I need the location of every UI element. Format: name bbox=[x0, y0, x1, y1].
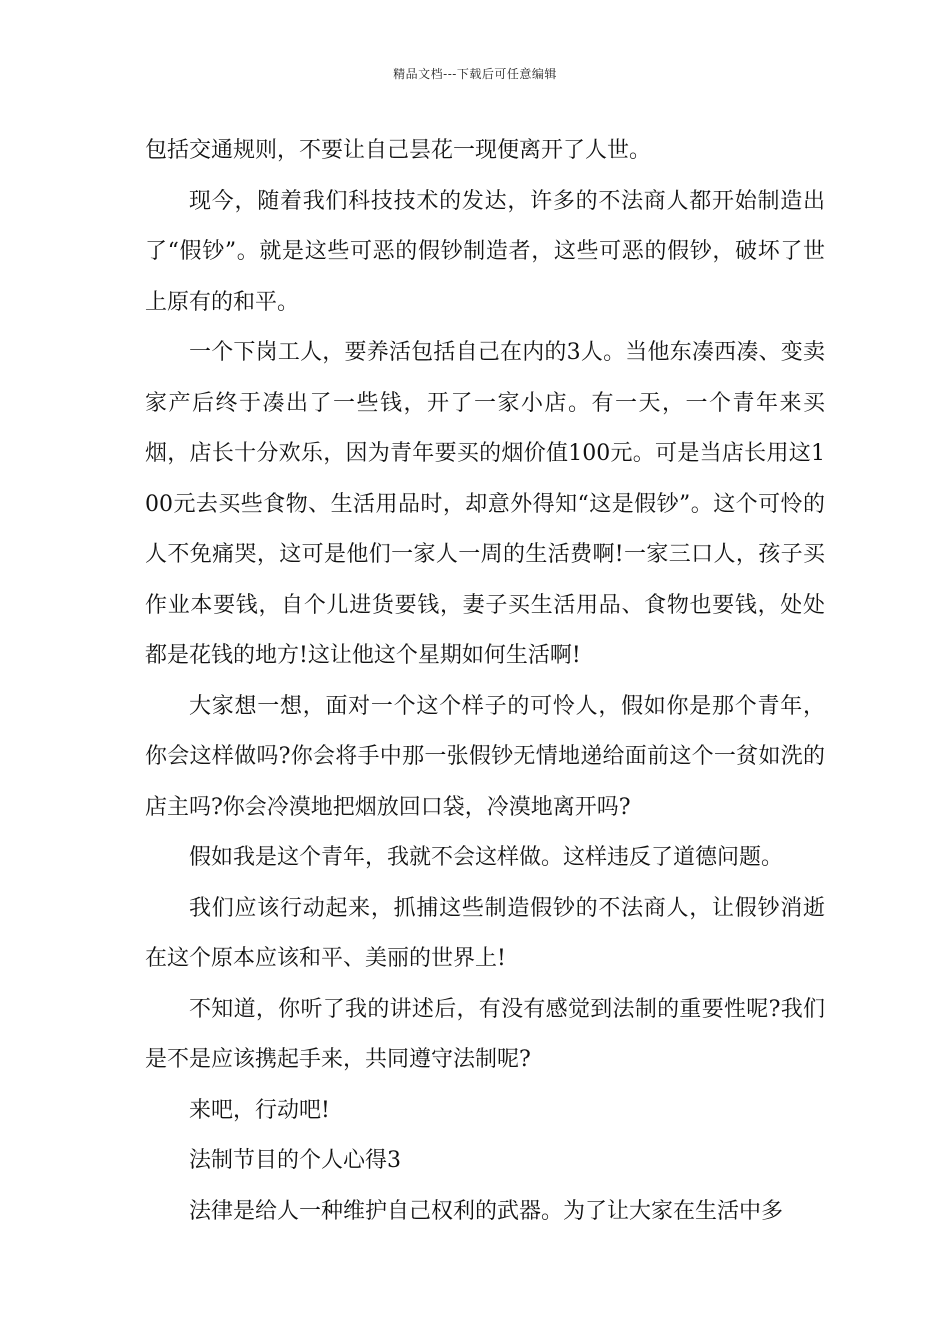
paragraph-5: 假如我是这个青年，我就不会这样做。这样违反了道德问题。 bbox=[189, 845, 784, 870]
paragraph-2: 现今，随着我们科技技术的发达，许多的不法商人都开始制造出了“假钞”。就是这些可恶的假钞制造者，这些可恶的假钞，破坏了世上原有的和平。 bbox=[145, 188, 825, 315]
document-body bbox=[145, 126, 825, 1237]
paragraph-7: 不知道，你听了我的讲述后，有没有感觉到法制的重要性呢?我们是不是应该携起手来，共同遵守法制呢? bbox=[145, 996, 825, 1072]
paragraph-3: 一个下岗工人，要养活包括自己在内的3人。当他东凑西凑、变卖家产后终于凑出了一些钱，开了一家小店。有一天，一个青年来买烟，店长十分欢乐，因为青年要买的烟价值100元。可是当店长用这100元去买些食物、生活用品时，却意外得知“这是假钞”。这个可怜的人不免痛哭，这可是他们一家人一周的生活费啊!一家三口人，孩子买作业本要钱，自个儿进货要钱，妻子买生活用品、食物也要钱，处处都是花钱的地方!这让他这个星期如何生活啊! bbox=[145, 340, 825, 668]
paragraph-6: 我们应该行动起来，抓捕这些制造假钞的不法商人，让假钞消逝在这个原本应该和平、美丽的世界上! bbox=[145, 895, 825, 971]
page-header: 精品文档---下载后可任意编辑 bbox=[393, 67, 557, 81]
paragraph-8: 来吧，行动吧! bbox=[189, 1097, 330, 1123]
section-heading: 法制节目的个人心得3 bbox=[189, 1148, 401, 1173]
paragraph-1: 包括交通规则，不要让自己昙花一现便离开了人世。 bbox=[145, 138, 652, 163]
paragraph-9: 法律是给人一种维护自己权利的武器。为了让大家在生活中多 bbox=[189, 1198, 784, 1224]
paragraph-4: 大家想一想，面对一个这个样子的可怜人，假如你是那个青年，你会这样做吗?你会将手中那一张假钞无情地递给面前这个一贫如洗的店主吗?你会冷漠地把烟放回口袋，冷漠地离开吗? bbox=[145, 693, 825, 820]
